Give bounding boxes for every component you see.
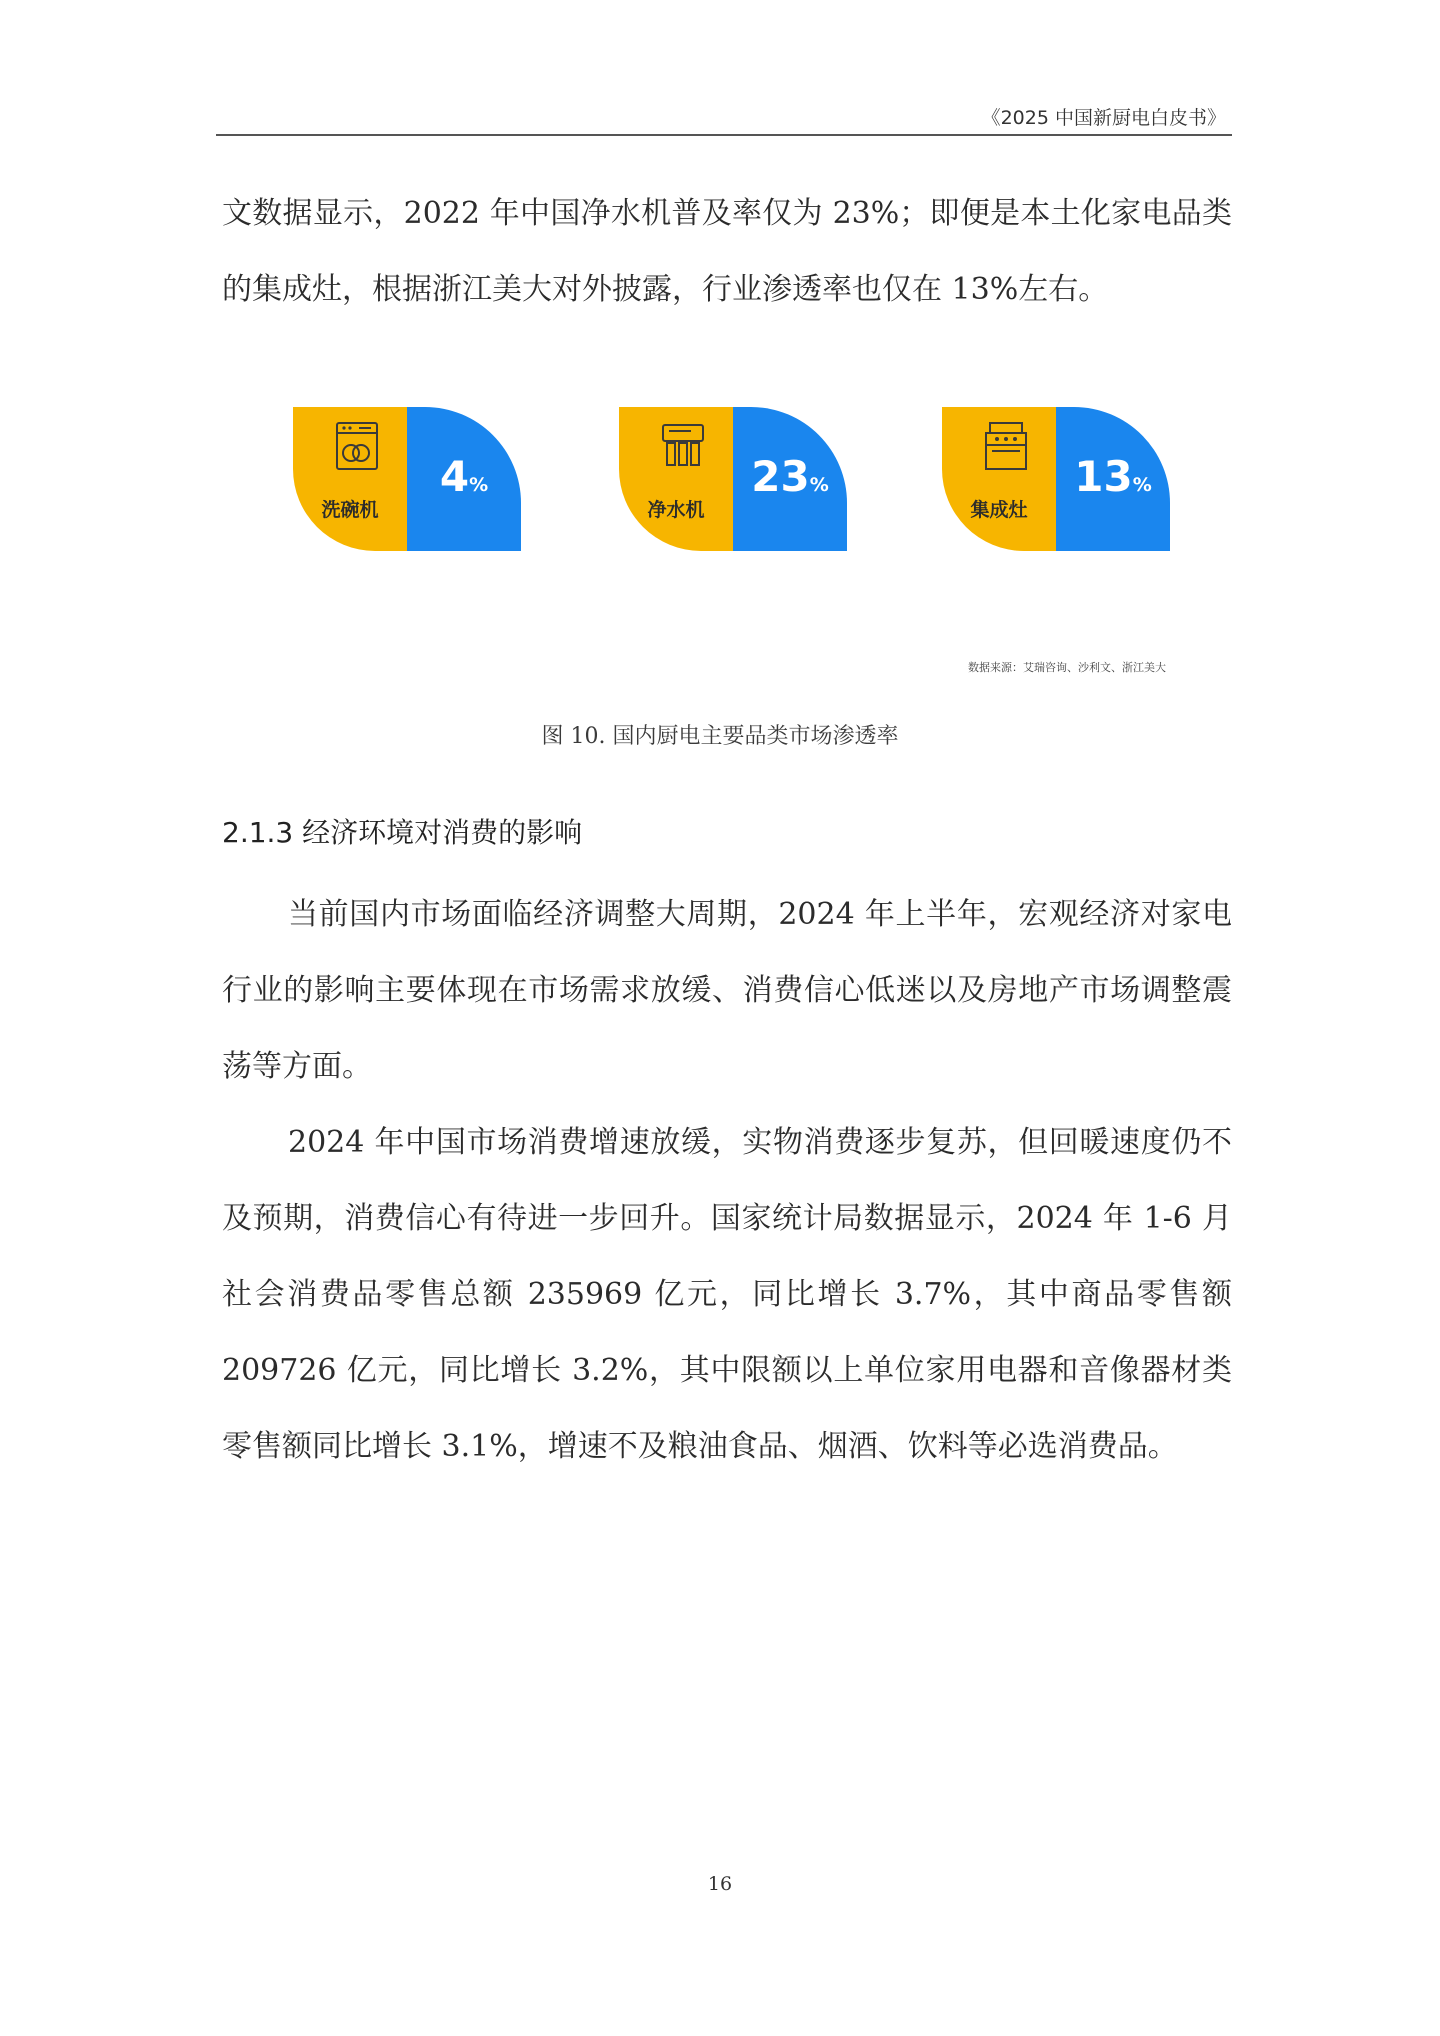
card-value-unit: % bbox=[469, 474, 489, 496]
water-purifier-icon bbox=[661, 421, 705, 471]
card-value-unit: % bbox=[809, 474, 829, 496]
card-label: 洗碗机 bbox=[321, 499, 379, 521]
card-label: 集成灶 bbox=[970, 499, 1028, 521]
card-value-unit: % bbox=[1132, 474, 1152, 496]
body-paragraph-1: 当前国内市场面临经济调整大周期，2024 年上半年，宏观经济对家电行业的影响主要体现在市场需求放缓、消费信心低迷以及房地产市场调整震荡等方面。 bbox=[222, 897, 1232, 1084]
card-label: 净水机 bbox=[647, 499, 705, 521]
penetration-card-water-purifier bbox=[619, 407, 847, 551]
card-value bbox=[1056, 449, 1170, 513]
header-title: 《2025 中国新厨电白皮书》 bbox=[981, 107, 1226, 129]
intro-paragraph: 文数据显示，2022 年中国净水机普及率仅为 23%；即便是本土化家电品类的集成灶，根据浙江美大对外披露，行业渗透率也仅在 13%左右。 bbox=[222, 196, 1232, 307]
integrated-stove-icon bbox=[984, 421, 1028, 471]
penetration-card-dishwasher bbox=[293, 407, 521, 551]
card-value-number: 23 bbox=[751, 452, 810, 501]
dishwasher-icon bbox=[335, 421, 379, 471]
card-value-number: 4 bbox=[439, 452, 470, 501]
page-number: 16 bbox=[707, 1873, 733, 1895]
figure-source-note: 数据来源：艾瑞咨询、沙利文、浙江美大 bbox=[968, 661, 1166, 674]
card-value bbox=[733, 449, 847, 513]
figure-caption: 图 10. 国内厨电主要品类市场渗透率 bbox=[541, 724, 899, 749]
card-value-number: 13 bbox=[1074, 452, 1133, 501]
body-paragraph-2: 2024 年中国市场消费增速放缓，实物消费逐步复苏，但回暖速度仍不及预期，消费信心有待进一步回升。国家统计局数据显示，2024 年 1-6 月社会消费品零售总额 235969 亿元，同比增长 3.7%，其中商品零售额 209726 亿元，同比增长 3.2%，其中限额以上单位家用电器和音像器材类零售额同比增长 3.1%，增速不及粮油食品、烟酒、饮料等必选消费品。 bbox=[222, 1125, 1232, 1464]
card-value bbox=[407, 449, 521, 513]
section-heading: 2.1.3 经济环境对消费的影响 bbox=[222, 816, 583, 849]
header-divider bbox=[216, 134, 1232, 136]
penetration-card-integrated-stove bbox=[942, 407, 1170, 551]
